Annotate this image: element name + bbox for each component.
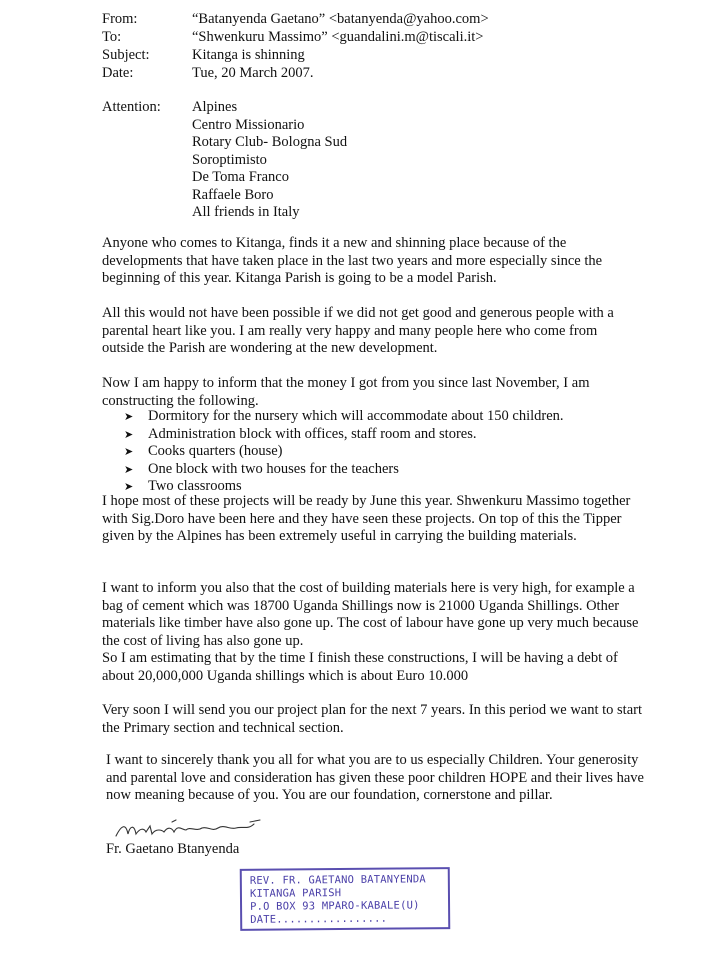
bullet-item [124, 461, 399, 480]
to-value: “Shwenkuru Massimo” <guandalini.m@tiscali.it> [192, 29, 484, 45]
date-row [102, 64, 314, 82]
paragraph-project-plan: Very soon I will send you our project plan for the next 7 years. In this period we want to start the Primary section and technical section. [102, 702, 642, 736]
from-row [102, 10, 489, 28]
stamp-line: KITANGA PARISH [249, 887, 342, 900]
paragraph-gratitude: I want to sincerely thank you all for what you are to us especially Children. Your generosity and parental love and consideration has given these poor children HOPE and their lives have now meaning because of you. You are our foundation, cornerstone and pillar. [106, 752, 644, 804]
arrow-bullet-icon: ➤ [124, 429, 134, 441]
attention-item: Raffaele Boro [192, 187, 274, 203]
subject-row [102, 46, 305, 64]
attention-item: Soroptimisto [192, 152, 267, 168]
bullet-text: Two classrooms [148, 478, 242, 494]
paragraph-projects-ready: I hope most of these projects will be ready by June this year. Shwenkuru Massimo together with Sig.Doro have been here and they have seen these projects. On top of this the Tipper given by the Alpines has been extremely useful in carrying the building materials. [102, 493, 631, 545]
paragraph-construction-intro: Now I am happy to inform that the money I got from you since last November, I am constructing the following. [102, 375, 590, 409]
attention-item: Alpines [192, 99, 238, 115]
paragraph-intro: Anyone who comes to Kitanga, finds it a new and shinning place because of the developments that have taken place in the last two years and more especially since the beginning of this year. Kitanga Parish is going to be a model Parish. [102, 235, 603, 287]
attention-item: De Toma Franco [192, 169, 289, 185]
subject-value: Kitanga is shinning [192, 47, 305, 63]
arrow-bullet-icon: ➤ [124, 411, 134, 423]
bullet-text: Dormitory for the nursery which will accommodate about 150 children. [148, 408, 564, 424]
handwritten-signature [112, 818, 272, 842]
date-value: Tue, 20 March 2007. [192, 65, 314, 81]
paragraph-thanks-parents: All this would not have been possible if we did not get good and generous people with a parental heart like you. I am really very happy and many people here who come from outside the Parish are wondering at the new development. [102, 305, 614, 357]
paragraph-costs: I want to inform you also that the cost of building materials here is very high, for example a bag of cement which was 18700 Uganda Shillings now is 21000 Uganda Shillings. Other materials like timber have also gone up. The cost of labour have gone up very much because the cost of living has also gone up. [102, 580, 639, 649]
to-row [102, 28, 483, 46]
signer-name: Fr. Gaetano Btanyenda [106, 841, 240, 857]
attention-item: All friends in Italy [192, 204, 300, 220]
stamp-line: REV. FR. GAETANO BATANYENDA [249, 873, 426, 887]
attention-label: Attention: [102, 99, 161, 115]
bullet-text: Cooks quarters (house) [148, 443, 283, 459]
to-label: To: [102, 29, 122, 45]
bullet-text: One block with two houses for the teachers [148, 461, 399, 477]
arrow-bullet-icon: ➤ [124, 481, 134, 493]
arrow-bullet-icon: ➤ [124, 464, 134, 476]
stamp-line: DATE................. [250, 912, 388, 926]
stamp-line: P.O BOX 93 MPARO-KABALE(U) [250, 899, 420, 913]
from-value: “Batanyenda Gaetano” <batanyenda@yahoo.com> [192, 11, 489, 27]
attention-item: Centro Missionario [192, 117, 305, 133]
paragraph-debt: So I am estimating that by the time I finish these constructions, I will be having a debt of about 20,000,000 Uganda shillings which is about Euro 10.000 [102, 650, 618, 684]
bullet-item [124, 443, 283, 462]
from-label: From: [102, 11, 138, 27]
attention-item: Rotary Club- Bologna Sud [192, 134, 348, 150]
arrow-bullet-icon: ➤ [124, 446, 134, 458]
parish-stamp [240, 867, 451, 931]
subject-label: Subject: [102, 47, 150, 63]
bullet-item [124, 426, 476, 445]
bullet-text: Administration block with offices, staff room and stores. [148, 426, 477, 442]
date-label: Date: [102, 65, 134, 81]
bullet-item [124, 408, 564, 427]
